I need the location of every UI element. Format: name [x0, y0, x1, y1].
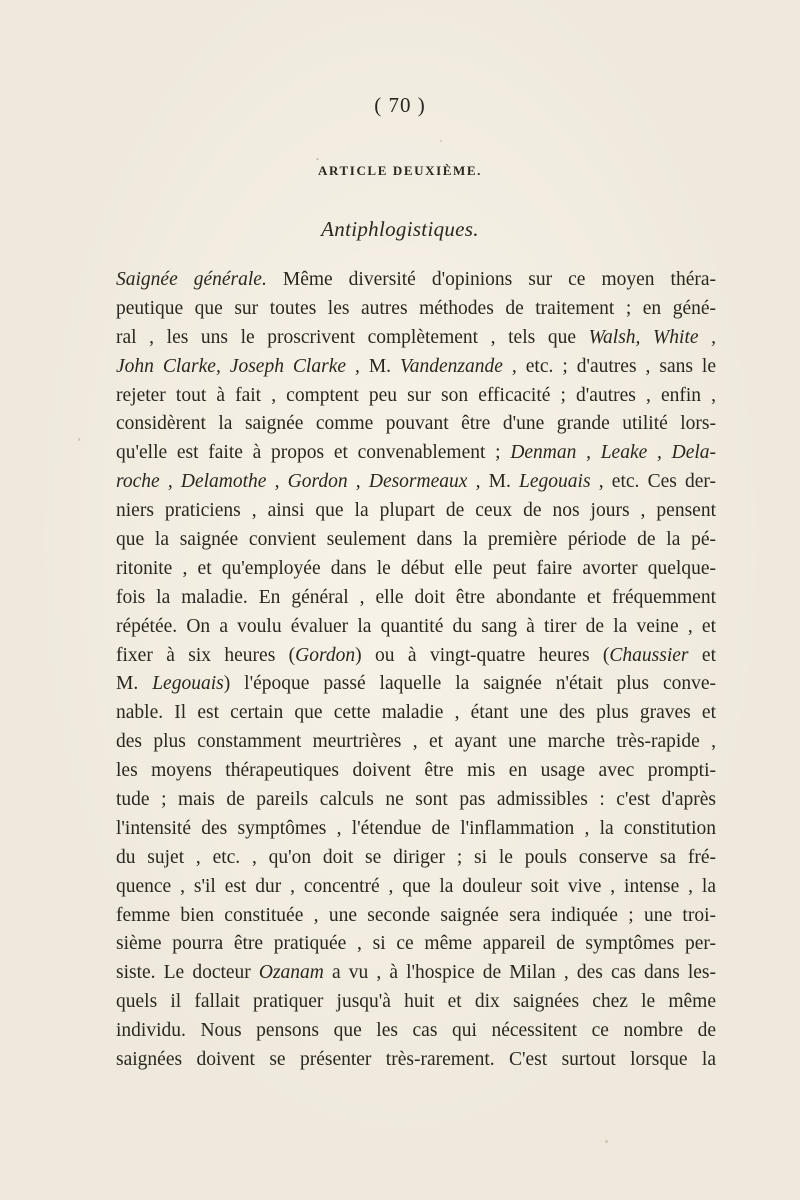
roman-run: sième pourra être pratiquée , si ce même appareil de symptômes per- — [116, 933, 716, 955]
text-line — [116, 844, 716, 873]
roman-run: M. — [359, 355, 401, 377]
italic-run: Denman , Leake , Dela- — [510, 442, 717, 464]
roman-run: ) l'époque passé laquelle la saignée n'était plus conve- — [223, 673, 717, 695]
roman-run: ral , les uns le proscrivent complètement , tels que — [116, 326, 589, 348]
italic-run: Legouais — [152, 673, 224, 695]
roman-run: l'intensité des symptômes , l'étendue de l'inflammation , la constitution — [116, 817, 716, 839]
article-heading: ARTICLE DEUXIÈME. — [318, 163, 482, 178]
text-line — [116, 353, 716, 382]
italic-run: Saignée générale. — [116, 269, 267, 290]
roman-run: quels il fallait pratiquer jusqu'à huit et dix saignées chez le même — [116, 991, 716, 1013]
text-line — [116, 1046, 716, 1075]
paper-speck — [440, 140, 442, 142]
section-title: Antiphlogistiques. — [321, 217, 479, 241]
roman-run: peutique que sur toutes les autres méthodes de traitement ; en géné- — [116, 297, 716, 319]
text-line — [116, 728, 716, 757]
roman-run: saignées doivent se présenter très-rarement. C'est surtout lorsque la — [116, 1049, 716, 1071]
text-line — [116, 757, 716, 786]
text-line — [116, 555, 716, 584]
roman-run: individu. Nous pensons que les cas qui nécessitent ce nombre de — [116, 1020, 716, 1042]
roman-run: rejeter tout à fait , comptent peu sur son efficacité ; d'autres , enfin , — [116, 384, 716, 406]
roman-run: quence , s'il est dur , concentré , que la douleur soit vive , intense , la — [116, 875, 716, 897]
text-line — [116, 324, 716, 353]
roman-run: etc. ; d'autres , sans le — [516, 355, 717, 377]
roman-run: du sujet , etc. , qu'on doit se diriger ; si le pouls conserve sa fré- — [116, 846, 716, 868]
roman-run: considèrent la saignée comme pouvant être d'une grande utilité lors- — [116, 413, 716, 435]
roman-run: fois la maladie. En général , elle doit être abondante et fréquemment — [116, 586, 716, 608]
text-line — [116, 988, 716, 1017]
italic-run: roche , Delamothe , Gordon , Desormeaux , — [116, 471, 481, 493]
italic-run: John Clarke, Joseph Clarke , — [116, 355, 360, 377]
text-line — [116, 468, 716, 497]
text-line — [116, 584, 716, 613]
italic-run: Ozanam — [258, 962, 324, 984]
text-line — [116, 266, 716, 295]
text-line — [116, 526, 716, 555]
text-line — [116, 786, 716, 815]
page-number: ( 70 ) — [374, 93, 426, 117]
italic-run: Walsh, White , — [588, 326, 716, 348]
italic-run: Legouais — [519, 471, 591, 493]
paper-speck — [316, 158, 319, 160]
roman-run: M. — [116, 673, 153, 695]
paper-speck — [605, 1140, 608, 1143]
text-line — [116, 670, 716, 699]
text-line — [116, 382, 716, 411]
roman-run: des plus constamment meurtrières , et ayant une marche très-rapide , — [116, 731, 716, 753]
roman-run: qu'elle est faite à propos et convenablement ; — [116, 442, 511, 464]
roman-run: M. — [480, 471, 520, 493]
roman-run: que la saignée convient seulement dans la première période de la pé- — [116, 529, 716, 551]
text-line — [116, 410, 716, 439]
roman-run: tude ; mais de pareils calculs ne sont pas admissibles : c'est d'après — [116, 789, 716, 811]
text-line — [116, 699, 716, 728]
roman-run: femme bien constituée , une seconde saignée sera indiquée ; une troi- — [116, 904, 716, 926]
roman-run: répétée. On a voulu évaluer la quantité du sang à tirer de la veine , et — [116, 615, 716, 637]
roman-run: les moyens thérapeutiques doivent être mis en usage avec prompti- — [116, 760, 716, 782]
text-line — [116, 497, 716, 526]
text-line — [116, 642, 716, 671]
roman-run: Même diversité d'opinions sur ce moyen théra- — [266, 269, 716, 290]
roman-run: , etc. Ces der- — [590, 471, 716, 493]
italic-run: Chaussier — [609, 644, 689, 666]
roman-run: fixer à six heures ( — [116, 644, 296, 666]
roman-run: siste. Le docteur — [116, 962, 259, 984]
italic-run: Vandenzande , — [400, 355, 517, 377]
text-line — [116, 295, 716, 324]
body-paragraph — [116, 266, 716, 1075]
roman-run: et — [688, 644, 716, 666]
text-line — [116, 815, 716, 844]
paper-speck — [78, 438, 80, 441]
text-line — [116, 959, 716, 988]
roman-run: a vu , à l'hospice de Milan , des cas dans les- — [323, 962, 716, 984]
text-line — [116, 1017, 716, 1046]
text-line — [116, 930, 716, 959]
roman-run: ) ou à vingt-quatre heures ( — [355, 644, 610, 666]
roman-run: niers praticiens , ainsi que la plupart de ceux de nos jours , pensent — [116, 500, 716, 522]
italic-run: Gordon — [295, 644, 356, 666]
text-line — [116, 439, 716, 468]
text-line — [116, 902, 716, 931]
roman-run: ritonite , et qu'employée dans le début elle peut faire avorter quelque- — [116, 557, 716, 579]
text-line — [116, 613, 716, 642]
roman-run: nable. Il est certain que cette maladie , étant une des plus graves et — [116, 702, 716, 724]
text-line — [116, 873, 716, 902]
